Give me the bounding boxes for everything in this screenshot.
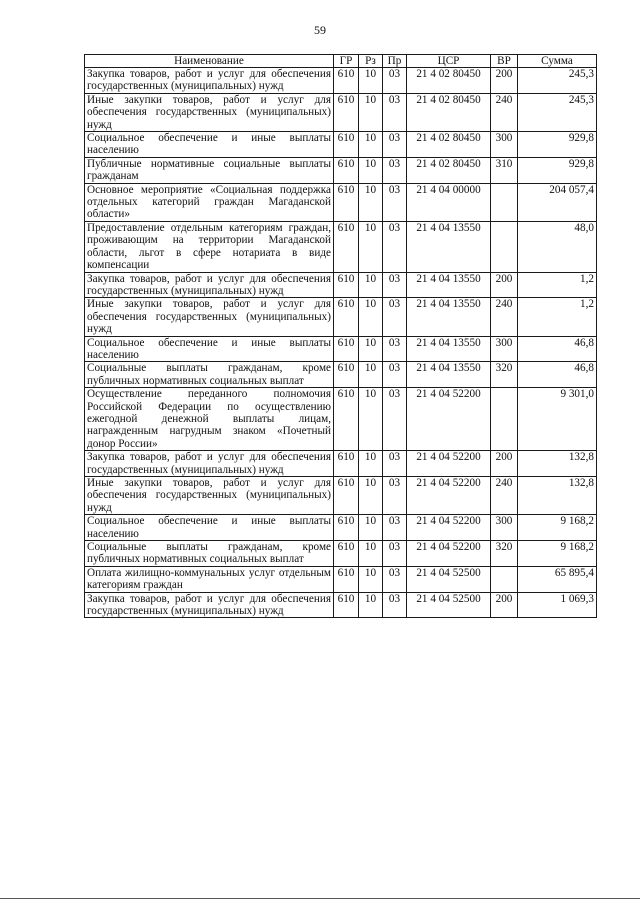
cell-pr: 03 <box>383 183 407 221</box>
cell-vr <box>491 221 518 272</box>
cell-sum: 48,0 <box>518 221 597 272</box>
cell-csr: 21 4 02 80450 <box>407 157 491 183</box>
cell-csr: 21 4 04 52200 <box>407 451 491 477</box>
cell-rz: 10 <box>359 157 383 183</box>
header-sum: Сумма <box>518 55 597 68</box>
cell-pr: 03 <box>383 566 407 592</box>
cell-gr: 610 <box>334 388 359 451</box>
cell-rz: 10 <box>359 515 383 541</box>
cell-sum: 245,3 <box>518 68 597 94</box>
cell-sum: 245,3 <box>518 93 597 131</box>
cell-gr: 610 <box>334 221 359 272</box>
cell-rz: 10 <box>359 183 383 221</box>
cell-vr: 300 <box>491 515 518 541</box>
table-row <box>85 221 597 272</box>
cell-sum: 1,2 <box>518 298 597 336</box>
cell-csr: 21 4 02 80450 <box>407 68 491 94</box>
cell-pr: 03 <box>383 362 407 388</box>
cell-rz: 10 <box>359 388 383 451</box>
cell-sum: 46,8 <box>518 336 597 362</box>
cell-csr: 21 4 04 13550 <box>407 336 491 362</box>
table-row <box>85 132 597 158</box>
cell-vr: 300 <box>491 132 518 158</box>
cell-gr: 610 <box>334 566 359 592</box>
cell-sum: 1,2 <box>518 272 597 298</box>
cell-pr: 03 <box>383 388 407 451</box>
cell-vr <box>491 388 518 451</box>
cell-csr: 21 4 04 52200 <box>407 388 491 451</box>
table-row <box>85 362 597 388</box>
cell-pr: 03 <box>383 451 407 477</box>
cell-name: Социальное обеспечение и иные выплаты населению <box>85 336 334 362</box>
cell-pr: 03 <box>383 93 407 131</box>
cell-gr: 610 <box>334 93 359 131</box>
table-row <box>85 93 597 131</box>
cell-name: Иные закупки товаров, работ и услуг для обеспечения государственных (муниципальных) нужд <box>85 477 334 515</box>
cell-vr: 240 <box>491 93 518 131</box>
cell-csr: 21 4 02 80450 <box>407 132 491 158</box>
cell-rz: 10 <box>359 477 383 515</box>
header-csr: ЦСР <box>407 55 491 68</box>
cell-vr <box>491 566 518 592</box>
cell-vr: 320 <box>491 541 518 567</box>
header-name: Наименование <box>85 55 334 68</box>
cell-gr: 610 <box>334 451 359 477</box>
cell-name: Основное мероприятие «Социальная поддержка отдельных категорий граждан Магаданской области» <box>85 183 334 221</box>
cell-pr: 03 <box>383 298 407 336</box>
cell-rz: 10 <box>359 68 383 94</box>
cell-rz: 10 <box>359 336 383 362</box>
cell-rz: 10 <box>359 541 383 567</box>
cell-name: Социальные выплаты гражданам, кроме публичных нормативных социальных выплат <box>85 541 334 567</box>
cell-gr: 610 <box>334 362 359 388</box>
table-row <box>85 298 597 336</box>
cell-name: Иные закупки товаров, работ и услуг для обеспечения государственных (муниципальных) нужд <box>85 298 334 336</box>
cell-vr: 200 <box>491 451 518 477</box>
table-row <box>85 566 597 592</box>
table-row <box>85 183 597 221</box>
cell-pr: 03 <box>383 592 407 618</box>
cell-pr: 03 <box>383 68 407 94</box>
cell-name: Иные закупки товаров, работ и услуг для обеспечения государственных (муниципальных) нужд <box>85 93 334 131</box>
cell-pr: 03 <box>383 132 407 158</box>
cell-csr: 21 4 04 13550 <box>407 298 491 336</box>
table-row <box>85 272 597 298</box>
cell-gr: 610 <box>334 592 359 618</box>
cell-sum: 1 069,3 <box>518 592 597 618</box>
table-row <box>85 157 597 183</box>
cell-gr: 610 <box>334 68 359 94</box>
table-row <box>85 451 597 477</box>
cell-csr: 21 4 04 13550 <box>407 221 491 272</box>
cell-rz: 10 <box>359 451 383 477</box>
cell-rz: 10 <box>359 132 383 158</box>
cell-name: Закупка товаров, работ и услуг для обеспечения государственных (муниципальных) нужд <box>85 451 334 477</box>
cell-pr: 03 <box>383 541 407 567</box>
cell-vr: 300 <box>491 336 518 362</box>
cell-rz: 10 <box>359 221 383 272</box>
cell-name: Закупка товаров, работ и услуг для обеспечения государственных (муниципальных) нужд <box>85 272 334 298</box>
cell-rz: 10 <box>359 362 383 388</box>
cell-csr: 21 4 04 52200 <box>407 515 491 541</box>
cell-csr: 21 4 04 52500 <box>407 566 491 592</box>
table-header-row <box>85 55 597 68</box>
table-row <box>85 515 597 541</box>
table-row <box>85 592 597 618</box>
cell-vr: 200 <box>491 592 518 618</box>
cell-rz: 10 <box>359 592 383 618</box>
cell-sum: 132,8 <box>518 451 597 477</box>
cell-vr: 200 <box>491 68 518 94</box>
cell-csr: 21 4 04 52200 <box>407 477 491 515</box>
header-vr: ВР <box>491 55 518 68</box>
cell-vr: 240 <box>491 298 518 336</box>
cell-name: Предоставление отдельным категориям граждан, проживающим на территории Магаданской области, льгот в сфере нотариата в виде компенсации <box>85 221 334 272</box>
cell-rz: 10 <box>359 566 383 592</box>
cell-pr: 03 <box>383 221 407 272</box>
cell-vr: 240 <box>491 477 518 515</box>
cell-name: Публичные нормативные социальные выплаты гражданам <box>85 157 334 183</box>
table-row <box>85 388 597 451</box>
cell-gr: 610 <box>334 157 359 183</box>
table-row <box>85 336 597 362</box>
cell-csr: 21 4 04 52200 <box>407 541 491 567</box>
cell-sum: 65 895,4 <box>518 566 597 592</box>
cell-gr: 610 <box>334 272 359 298</box>
cell-gr: 610 <box>334 336 359 362</box>
header-gr: ГР <box>334 55 359 68</box>
cell-vr: 200 <box>491 272 518 298</box>
cell-name: Социальное обеспечение и иные выплаты населению <box>85 132 334 158</box>
cell-pr: 03 <box>383 336 407 362</box>
cell-sum: 204 057,4 <box>518 183 597 221</box>
cell-vr: 320 <box>491 362 518 388</box>
cell-name: Закупка товаров, работ и услуг для обеспечения государственных (муниципальных) нужд <box>85 68 334 94</box>
cell-sum: 132,8 <box>518 477 597 515</box>
cell-gr: 610 <box>334 477 359 515</box>
cell-name: Социальные выплаты гражданам, кроме публичных нормативных социальных выплат <box>85 362 334 388</box>
cell-gr: 610 <box>334 541 359 567</box>
cell-rz: 10 <box>359 272 383 298</box>
page-number: 59 <box>314 23 326 37</box>
table-row <box>85 541 597 567</box>
cell-csr: 21 4 04 52500 <box>407 592 491 618</box>
cell-sum: 929,8 <box>518 157 597 183</box>
cell-csr: 21 4 04 13550 <box>407 272 491 298</box>
table-row <box>85 68 597 94</box>
cell-pr: 03 <box>383 515 407 541</box>
cell-pr: 03 <box>383 477 407 515</box>
cell-sum: 9 301,0 <box>518 388 597 451</box>
cell-pr: 03 <box>383 157 407 183</box>
cell-name: Оплата жилищно-коммунальных услуг отдельным категориям граждан <box>85 566 334 592</box>
cell-sum: 9 168,2 <box>518 541 597 567</box>
budget-table <box>84 54 597 618</box>
cell-gr: 610 <box>334 298 359 336</box>
header-pr: Пр <box>383 55 407 68</box>
cell-name: Социальное обеспечение и иные выплаты населению <box>85 515 334 541</box>
cell-name: Осуществление переданного полномочия Российской Федерации по осуществлению ежегодной денежной выплаты лицам, награжденным нагрудным знаком «Почетный донор России» <box>85 388 334 451</box>
cell-name: Закупка товаров, работ и услуг для обеспечения государственных (муниципальных) нужд <box>85 592 334 618</box>
cell-rz: 10 <box>359 298 383 336</box>
cell-pr: 03 <box>383 272 407 298</box>
cell-vr <box>491 183 518 221</box>
table-row <box>85 477 597 515</box>
cell-gr: 610 <box>334 132 359 158</box>
cell-csr: 21 4 02 80450 <box>407 93 491 131</box>
cell-sum: 9 168,2 <box>518 515 597 541</box>
cell-gr: 610 <box>334 183 359 221</box>
cell-rz: 10 <box>359 93 383 131</box>
table-body <box>85 68 597 618</box>
cell-gr: 610 <box>334 515 359 541</box>
header-rz: Рз <box>359 55 383 68</box>
cell-sum: 46,8 <box>518 362 597 388</box>
bottom-rule <box>0 898 640 899</box>
cell-sum: 929,8 <box>518 132 597 158</box>
cell-vr: 310 <box>491 157 518 183</box>
cell-csr: 21 4 04 00000 <box>407 183 491 221</box>
cell-csr: 21 4 04 13550 <box>407 362 491 388</box>
